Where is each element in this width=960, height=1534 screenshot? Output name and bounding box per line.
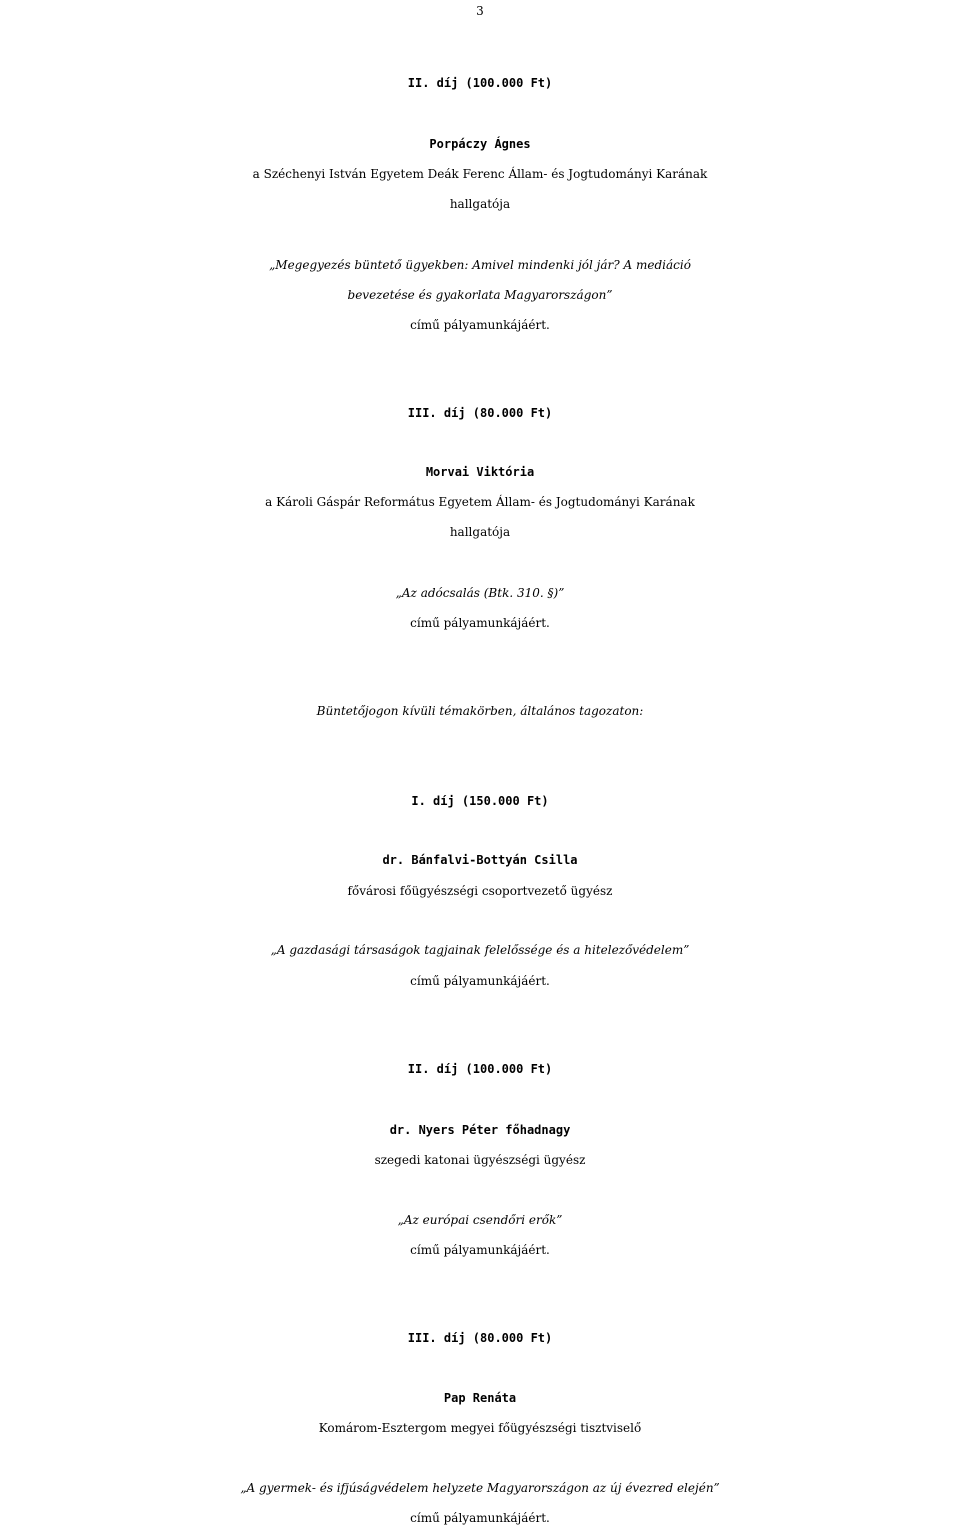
page-number: 3 [476, 4, 484, 18]
work-title: „Az európai csendőri erők” [397, 1213, 563, 1227]
work-suffix: című pályamunkájáért. [410, 1243, 550, 1257]
work-suffix: című pályamunkájáért. [410, 616, 550, 630]
work-suffix: című pályamunkájáért. [410, 318, 550, 332]
work-title: bevezetése és gyakorlata Magyarországon” [347, 288, 613, 302]
awardee-name: Pap Renáta [443, 1391, 517, 1405]
prize-heading: III. díj (80.000 Ft) [407, 1331, 553, 1345]
work-suffix: című pályamunkájáért. [410, 1511, 550, 1525]
prize-heading: II. díj (100.000 Ft) [407, 1062, 553, 1076]
prize-heading: III. díj (80.000 Ft) [407, 406, 553, 420]
awardee-affiliation: a Károli Gáspár Református Egyetem Állam- és Jogtudományi Karának [265, 495, 695, 509]
awardee-affiliation: hallgatója [449, 197, 511, 211]
work-title: „A gyermek- és ifjúságvédelem helyzete Magyarországon az új évezred elején” [240, 1481, 720, 1495]
awardee-name: Morvai Viktória [425, 465, 535, 479]
awardee-affiliation: a Széchenyi István Egyetem Deák Ferenc Állam- és Jogtudományi Karának [252, 167, 708, 181]
category-heading: Büntetőjogon kívüli témakörben, általános tagozaton: [316, 704, 644, 718]
work-title: „Megegyezés büntető ügyekben: Amivel mindenki jól jár? A mediáció [269, 258, 691, 272]
work-title: „A gazdasági társaságok tagjainak felelőssége és a hitelezővédelem” [270, 943, 690, 957]
awardee-name: Porpáczy Ágnes [429, 137, 531, 151]
awardee-name: dr. Nyers Péter főhadnagy [389, 1123, 571, 1137]
prize-heading: I. díj (150.000 Ft) [411, 794, 549, 808]
awardee-affiliation: szegedi katonai ügyészségi ügyész [374, 1153, 586, 1167]
awardee-name: dr. Bánfalvi-Bottyán Csilla [382, 853, 578, 867]
work-title: „Az adócsalás (Btk. 310. §)” [395, 586, 565, 600]
awardee-affiliation: fővárosi főügyészségi csoportvezető ügyész [347, 884, 613, 898]
awardee-affiliation: hallgatója [449, 525, 511, 539]
prize-heading: II. díj (100.000 Ft) [407, 76, 553, 90]
work-suffix: című pályamunkájáért. [410, 974, 550, 988]
awardee-affiliation: Komárom-Esztergom megyei főügyészségi tisztviselő [318, 1421, 642, 1435]
